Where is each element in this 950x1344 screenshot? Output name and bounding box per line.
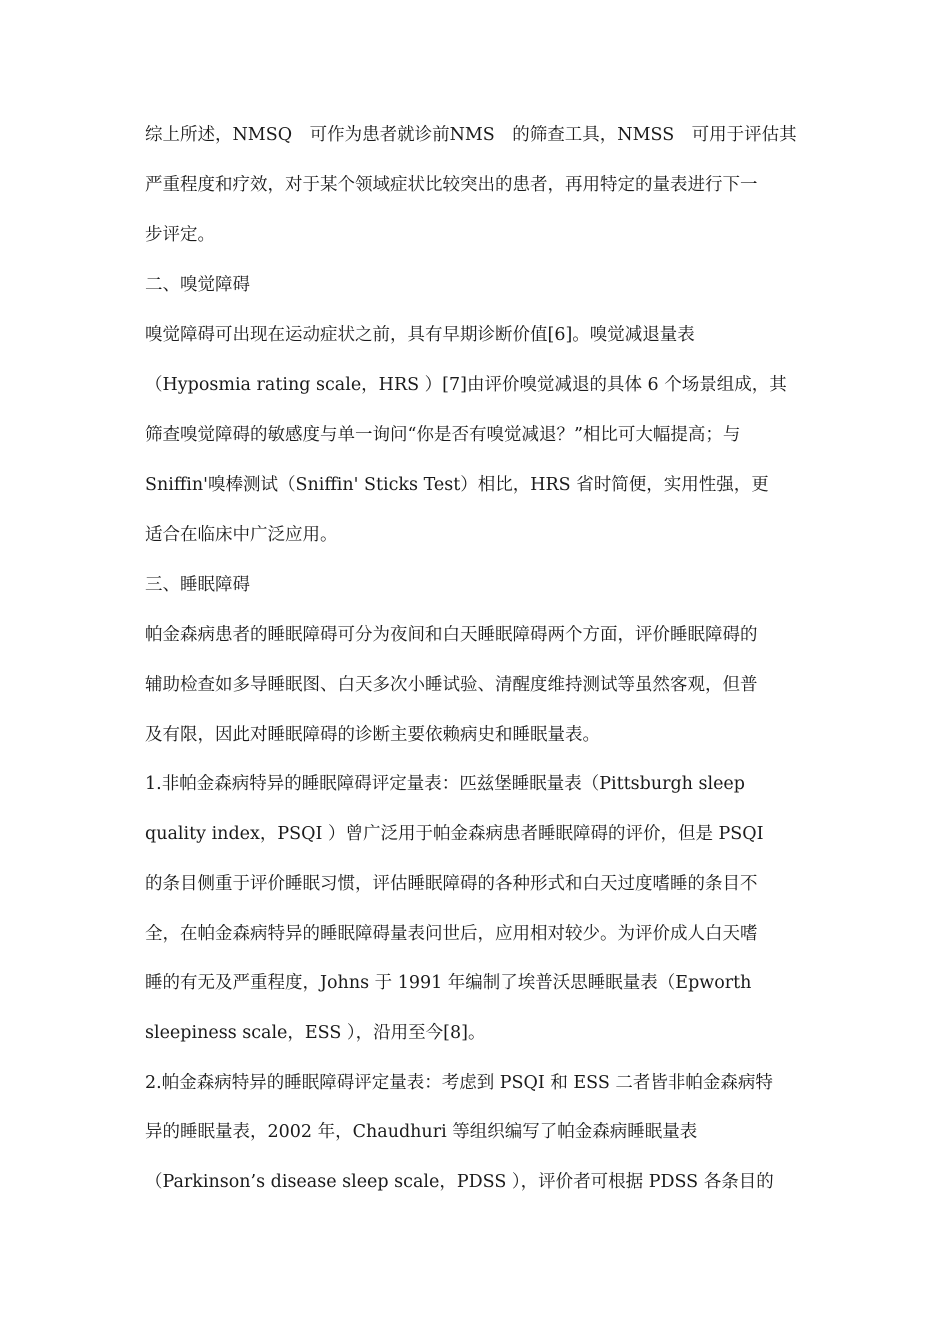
text-line: 综上所述，NMSQ 可作为患者就诊前NMS 的筛查工具，NMSS 可用于评估其 — [145, 125, 797, 145]
text-line: 异的睡眠量表，2002 年，Chaudhuri 等组织编写了帕金森病睡眠量表 — [145, 1122, 698, 1142]
text-line: 帕金森病患者的睡眠障碍可分为夜间和白天睡眠障碍两个方面，评价睡眠障碍的 — [145, 625, 758, 645]
text-line: 全，在帕金森病特异的睡眠障碍量表问世后，应用相对较少。为评价成人白天嗜 — [145, 924, 758, 944]
text-line: 的条目侧重于评价睡眠习惯，评估睡眠障碍的各种形式和白天过度嗜睡的条目不 — [145, 874, 758, 894]
section-heading: 三、睡眠障碍 — [145, 575, 250, 595]
text-line: 1.非帕金森病特异的睡眠障碍评定量表：匹兹堡睡眠量表（Pittsburgh sleep — [145, 774, 745, 794]
text-line: 辅助检查如多导睡眠图、白天多次小睡试验、清醒度维持测试等虽然客观，但普 — [145, 675, 758, 695]
text-line: Sniffin'嗅棒测试（Sniffin' Sticks Test）相比，HRS 省时简便，实用性强，更 — [145, 475, 769, 495]
text-line: 及有限，因此对睡眠障碍的诊断主要依赖病史和睡眠量表。 — [145, 725, 600, 745]
text-line: 筛查嗅觉障碍的敏感度与单一询问“你是否有嗅觉减退？”相比可大幅提高；与 — [145, 425, 741, 445]
text-line: 嗅觉障碍可出现在运动症状之前，具有早期诊断价值[6]。嗅觉减退量表 — [145, 325, 695, 345]
text-line: 严重程度和疗效，对于某个领域症状比较突出的患者，再用特定的量表进行下一 — [145, 175, 758, 195]
text-line: 适合在临床中广泛应用。 — [145, 525, 338, 545]
text-line: quality index，PSQI ）曾广泛用于帕金森病患者睡眠障碍的评价，但是 PSQI — [145, 824, 764, 844]
text-line: （Hyposmia rating scale，HRS ）[7]由评价嗅觉减退的具体 6 个场景组成，其 — [145, 375, 787, 395]
section-heading: 二、嗅觉障碍 — [145, 275, 250, 295]
text-line: 2.帕金森病特异的睡眠障碍评定量表：考虑到 PSQI 和 ESS 二者皆非帕金森病特 — [145, 1073, 773, 1093]
text-line: 睡的有无及严重程度，Johns 于 1991 年编制了埃普沃思睡眠量表（Epworth — [145, 973, 752, 993]
text-line: sleepiness scale，ESS ），沿用至今[8]。 — [145, 1023, 486, 1043]
text-line: （Parkinson’s disease sleep scale，PDSS ），评价者可根据 PDSS 各条目的 — [145, 1172, 774, 1192]
text-line: 步评定。 — [145, 225, 215, 245]
